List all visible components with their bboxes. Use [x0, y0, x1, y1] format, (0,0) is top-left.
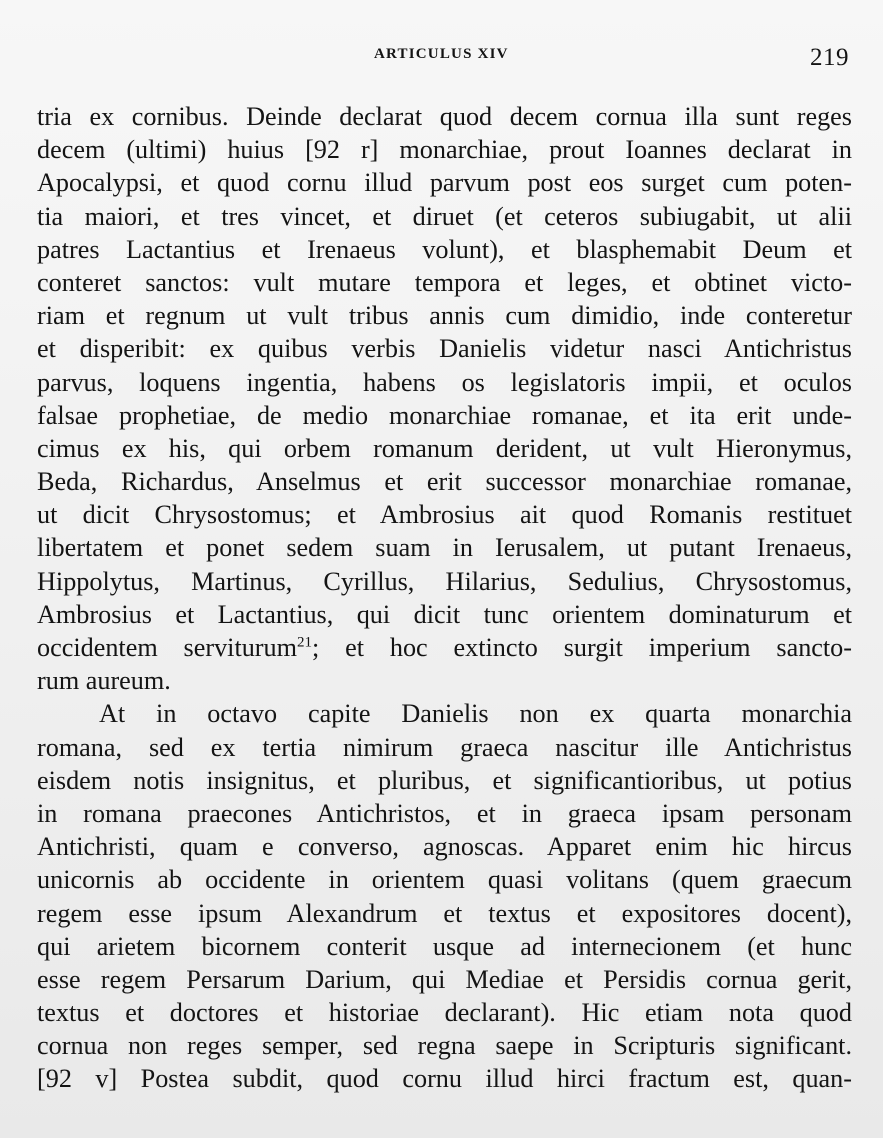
- text-segment: occidentem serviturum: [37, 633, 297, 662]
- text-line: falsae prophetiae, de medio monarchiae romanae, et ita erit unde-: [37, 400, 852, 430]
- text-line: regem esse ipsum Alexandrum et textus et expositores docent),: [37, 898, 852, 928]
- text-line: decem (ultimi) huius [92 r] monarchiae, prout Ioannes declarat in: [37, 135, 852, 165]
- text-line: in romana praecones Antichristos, et in graeca ipsam personam: [37, 798, 852, 828]
- running-head: ARTICULUS XIV: [374, 46, 509, 62]
- text-line: Beda, Richardus, Anselmus et erit successor monarchiae romanae,: [37, 467, 852, 497]
- text-line: unicornis ab occidente in orientem quasi volitans (quem graecum: [37, 865, 852, 895]
- text-line: qui arietem bicornem conterit usque ad internecionem (et hunc: [37, 931, 852, 961]
- text-line: eisdem notis insignitus, et pluribus, et significantioribus, ut potius: [37, 765, 852, 795]
- footnote-marker: 21: [297, 634, 312, 651]
- text-line: Antichristi, quam e converso, agnoscas. Apparet enim hic hircus: [37, 832, 852, 862]
- text-line: [92 v] Postea subdit, quod cornu illud hirci fractum est, quan-: [37, 1064, 852, 1094]
- text-line: riam et regnum ut vult tribus annis cum dimidio, inde conteretur: [37, 301, 852, 331]
- text-line: cornua non reges semper, sed regna saepe in Scripturis significant.: [37, 1031, 852, 1061]
- text-line: romana, sed ex tertia nimirum graeca nascitur ille Antichristus: [37, 732, 852, 762]
- text-line: Apocalypsi, et quod cornu illud parvum post eos surget cum poten-: [37, 168, 852, 198]
- page-number: 219: [810, 44, 849, 71]
- text-line: conteret sanctos: vult mutare tempora et leges, et obtinet victo-: [37, 267, 852, 297]
- text-line: tia maiori, et tres vincet, et diruet (et ceteros subiugabit, ut alii: [37, 201, 852, 231]
- text-line: patres Lactantius et Irenaeus volunt), et blasphemabit Deum et: [37, 234, 852, 264]
- text-line: textus et doctores et historiae declarant). Hic etiam nota quod: [37, 998, 852, 1028]
- text-line: esse regem Persarum Darium, qui Mediae et Persidis cornua gerit,: [37, 964, 852, 994]
- text-segment: ; et hoc extincto surgit imperium sancto-: [312, 633, 852, 662]
- body-text: [37, 100, 852, 1096]
- text-line: rum aureum.: [37, 666, 171, 696]
- text-line: cimus ex his, qui orbem romanum derident, ut vult Hieronymus,: [37, 433, 852, 463]
- text-line: Ambrosius et Lactantius, qui dicit tunc orientem dominaturum et: [37, 599, 852, 629]
- text-line: Hippolytus, Martinus, Cyrillus, Hilarius, Sedulius, Chrysostomus,: [37, 566, 852, 596]
- text-line: parvus, loquens ingentia, habens os legislatoris impii, et oculos: [37, 367, 852, 397]
- text-line: ut dicit Chrysostomus; et Ambrosius ait quod Romanis restituet: [37, 500, 852, 530]
- page-header: [0, 46, 883, 76]
- text-line: et disperibit: ex quibus verbis Danielis videtur nasci Antichristus: [37, 334, 852, 364]
- text-line: tria ex cornibus. Deinde declarat quod decem cornua illa sunt reges: [37, 102, 852, 131]
- text-line-with-footnote: [37, 631, 852, 664]
- paragraph-first-line: At in octavo capite Danielis non ex quarta monarchia: [99, 699, 852, 729]
- text-line: libertatem et ponet sedem suam in Ierusalem, ut putant Irenaeus,: [37, 533, 852, 563]
